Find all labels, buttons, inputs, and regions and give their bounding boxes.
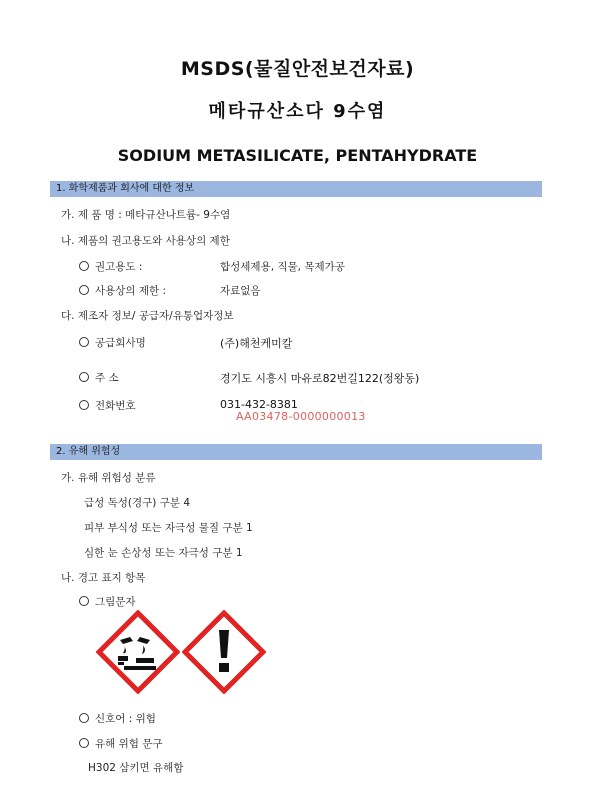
hazard-statement-h302: H302 삼키면 유해함 — [88, 762, 184, 774]
circle-bullet-icon — [79, 400, 89, 410]
signal-word-row — [79, 711, 156, 726]
hazard-class-item: 피부 부식성 또는 자극성 물질 구분 1 — [84, 522, 253, 534]
recommended-use-label: 권고용도 : — [95, 261, 143, 273]
supplier-row — [79, 335, 146, 350]
warning-label-heading: 나. 경고 표지 항목 — [61, 572, 146, 584]
product-name-english: SODIUM METASILICATE, PENTAHYDRATE — [117, 146, 478, 165]
pictogram-label: 그림문자 — [95, 596, 136, 608]
circle-bullet-icon — [79, 261, 89, 271]
hazard-class-item: 심한 눈 손상성 또는 자극성 구분 1 — [84, 547, 243, 559]
product-name-item: 가. 제 품 명 : 메타규산나트륨- 9수염 — [61, 209, 231, 221]
restriction-label: 사용상의 제한 : — [95, 285, 167, 297]
document-title: MSDS(물질안전보건자료) — [180, 58, 415, 80]
document-code: AA03478-0000000013 — [236, 410, 366, 423]
recommended-use-value: 합성세제용, 직물, 목제가공 — [220, 261, 345, 273]
restriction-value: 자료없음 — [220, 285, 261, 297]
corrosion-pictogram-icon — [96, 610, 180, 694]
circle-bullet-icon — [79, 596, 89, 606]
phone-label: 전화번호 — [95, 400, 136, 412]
recommended-use-heading: 나. 제품의 권고용도와 사용상의 제한 — [61, 235, 230, 247]
phone-row — [79, 398, 136, 413]
address-row — [79, 370, 119, 385]
exclamation-pictogram-icon — [182, 610, 266, 694]
supplier-value: (주)해천케미칼 — [220, 337, 293, 350]
section-2-header: 2. 유해 위험성 — [50, 444, 542, 460]
supplier-info-heading: 다. 제조자 정보/ 공급자/유통업자정보 — [61, 310, 234, 322]
recommended-use-row — [79, 259, 142, 274]
signal-word: 신호어 : 위험 — [95, 713, 156, 725]
circle-bullet-icon — [79, 285, 89, 295]
circle-bullet-icon — [79, 372, 89, 382]
section-1-header: 1. 화학제품과 회사에 대한 정보 — [50, 181, 542, 197]
hazard-statements-row — [79, 736, 163, 751]
hazard-class-item: 급성 독성(경구) 구분 4 — [84, 497, 191, 509]
circle-bullet-icon — [79, 337, 89, 347]
circle-bullet-icon — [79, 713, 89, 723]
restriction-row — [79, 283, 166, 298]
product-name-korean: 메타규산소다 9수염 — [208, 101, 387, 122]
circle-bullet-icon — [79, 738, 89, 748]
phone-value: 031-432-8381 — [220, 398, 298, 411]
hazard-classification-heading: 가. 유해 위험성 분류 — [61, 472, 156, 484]
address-label: 주 소 — [95, 372, 119, 384]
address-value: 경기도 시흥시 마유로82번길122(정왕동) — [220, 372, 420, 385]
pictogram-row — [79, 594, 136, 609]
hazard-statements-label: 유해 위험 문구 — [95, 738, 163, 750]
supplier-label: 공급회사명 — [95, 337, 146, 349]
